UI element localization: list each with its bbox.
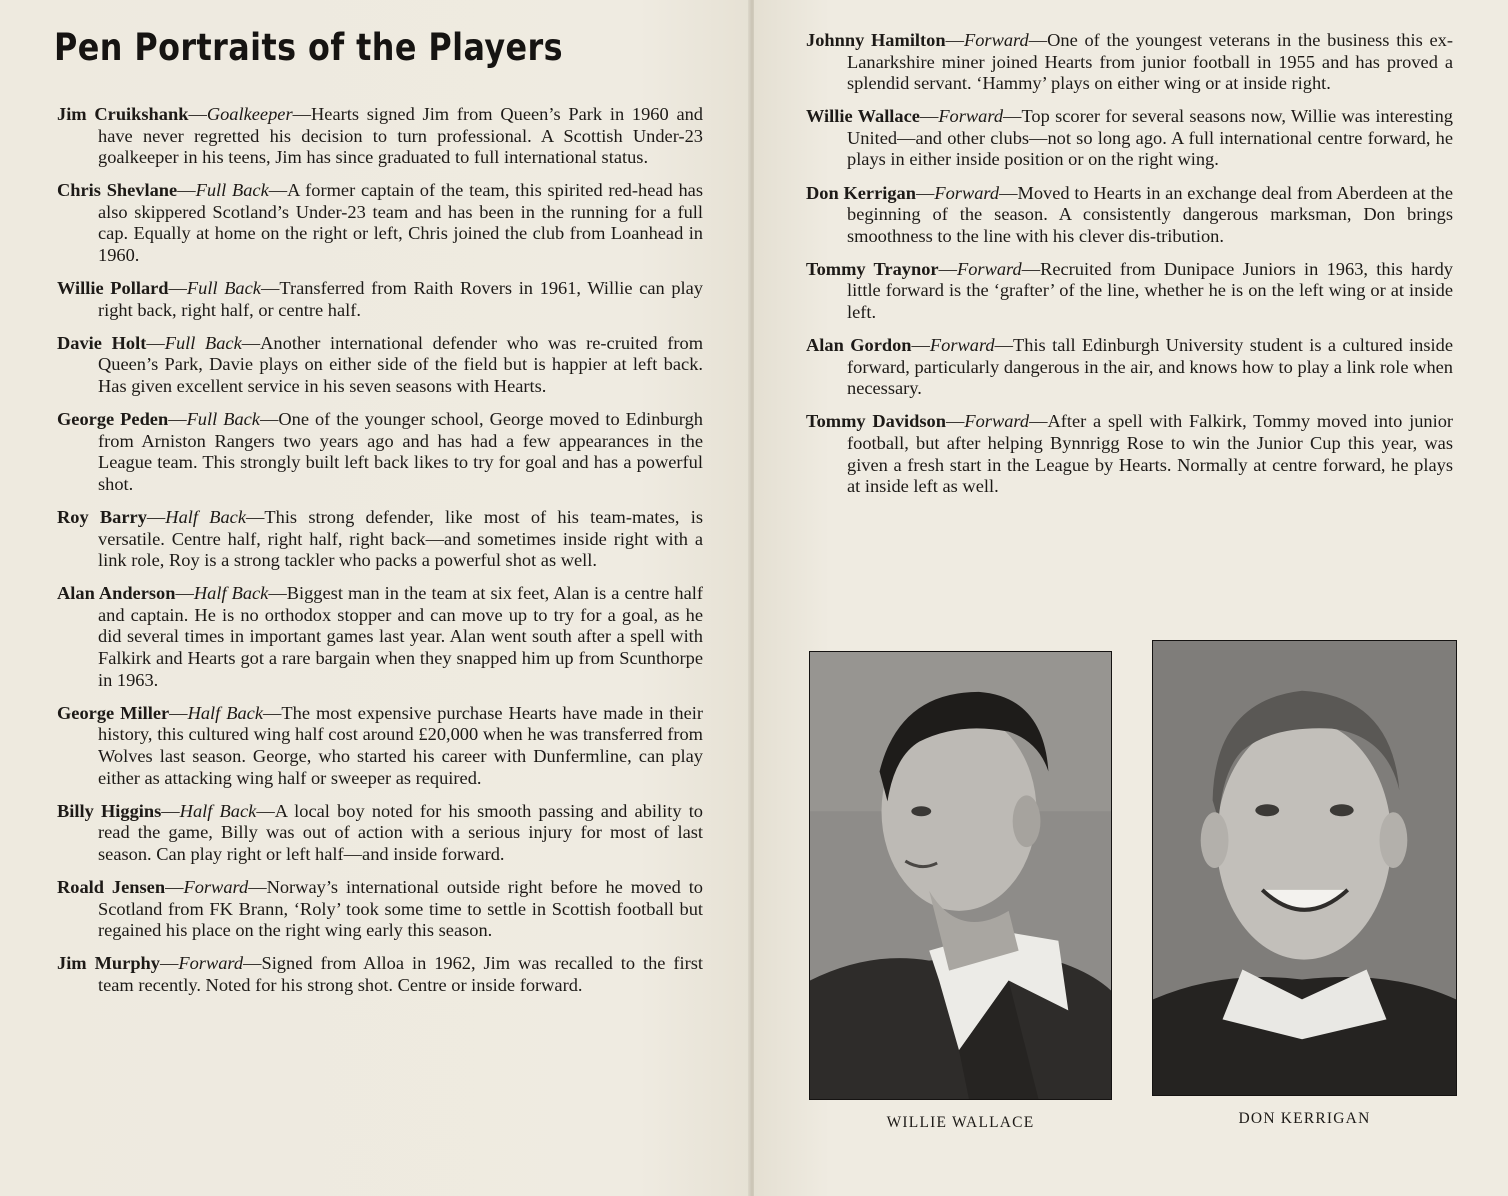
player-position: Forward xyxy=(964,411,1030,432)
player-position: Half Back xyxy=(179,800,257,821)
player-entry: George Peden—Full Back—One of the younger school, George moved to Edinburgh from Arniston Rangers two years ago and has had a few appearances in the League team. This strongly built left back likes to try for goal and has a powerful shot. xyxy=(57,409,703,494)
player-name: George Miller xyxy=(57,702,170,723)
player-description: After a spell with Falkirk, Tommy moved into junior football, but after helping Bynnrigg Rose to win the Junior Cup this year, was given a fresh start in the League by Hearts. Normally at centre forward, he plays at inside left as well. xyxy=(847,411,1454,497)
player-description: A local boy noted for his smooth passing and ability to read the game, Billy was out of action with a serious injury for most of last season. Can play right or left half—and inside forward. xyxy=(98,800,704,864)
player-description: Moved to Hearts in an exchange deal from Aberdeen at the beginning of the season. A consistently dangerous marksman, Don brings smoothness to the line with his clever dis-tribution. xyxy=(847,182,1454,246)
photo-caption: DON KERRIGAN xyxy=(1238,1110,1371,1127)
player-photo-image xyxy=(1153,641,1456,1095)
player-entry: Chris Shevlane—Full Back—A former captain of the team, this spirited red-head has also skippered Scotland’s Under-23 team and has been in the running for a full cap. Equally at home on the right or left, Chris joined the club from Loanhead in 1960. xyxy=(57,180,703,266)
player-description: This tall Edinburgh University student is a cultured inside forward, particularly dangerous in the air, and knows how to play a link role when necessary. xyxy=(847,335,1453,399)
player-description: A former captain of the team, this spirited red-head has also skippered Scotland’s Under-23 team and has been in the running for a full cap. Equally at home on the right or left, Chris joined the club from Loanhead in 1960. xyxy=(98,180,703,266)
left-column xyxy=(57,104,703,1008)
player-entry: Alan Anderson—Half Back—Biggest man in the team at six feet, Alan is a centre half and captain. He is no orthodox stopper and can move up to try for a goal, as he did several times in important games last year. Alan went south after a spell with Falkirk and Hearts got a rare bargain when they snapped him up from Scunthorpe in 1963. xyxy=(57,583,703,690)
player-description: Recruited from Dunipace Juniors in 1963, this hardy little forward is the ‘grafter’ of the line, whether he is on the left wing or at inside left. xyxy=(847,258,1453,323)
player-photo-don-kerrigan xyxy=(1152,640,1457,1096)
player-name: Johnny Hamilton xyxy=(806,30,946,50)
player-entry: Willie Wallace—Forward—Top scorer for several seasons now, Willie was interesting United—and other clubs—not so long ago. A full international centre forward, he plays in either inside position or on the right wing. xyxy=(806,106,1453,170)
player-name: George Peden xyxy=(57,409,169,430)
player-entry: Roy Barry—Half Back—This strong defender, like most of his team-mates, is versatile. Centre half, right half, right back—and sometimes inside right with a link role, Roy is a strong tackler who packs a powerful shot as well. xyxy=(57,507,703,571)
player-entry: Tommy Davidson—Forward—After a spell with Falkirk, Tommy moved into junior football, but after helping Bynnrigg Rose to win the Junior Cup this year, was given a fresh start in the League by Hearts. Normally at centre forward, he plays at inside left as well. xyxy=(806,411,1454,497)
player-description: Hearts signed Jim from Queen’s Park in 1960 and have never regretted his decision to turn professional. A Scottish Under-23 goalkeeper in his teens, Jim has since graduated to full international status. xyxy=(98,104,703,168)
player-position: Forward xyxy=(956,258,1022,279)
player-description: The most expensive purchase Hearts have made in their history, this cultured wing half cost around £20,000 when he was transferred from Wolves last season. George, who started his career with Dunfermline, can play either as attacking wing half or sweeper as required. xyxy=(98,702,703,788)
player-photo-image xyxy=(810,652,1111,1099)
player-name: Billy Higgins xyxy=(57,800,162,821)
player-entry: Johnny Hamilton—Forward—One of the youngest veterans in the business this ex-Lanarkshire miner joined Hearts from junior football in 1955 and has proved a splendid servant. ‘Hammy’ plays on either wing or at inside right. xyxy=(806,30,1453,94)
player-entry: Davie Holt—Full Back—Another international defender who was re-cruited from Queen’s Park, Davie plays on either side of the field but is happier at left back. Has given excellent service in his seven seasons with Hearts. xyxy=(57,332,703,397)
player-name: Jim Cruikshank xyxy=(57,104,189,124)
player-description: Biggest man in the team at six feet, Alan is a centre half and captain. He is no orthodox stopper and can move up to try for a goal, as he did several times in important games last year. Alan went south after a spell with Falkirk and Hearts got a rare bargain when they snapped him up from Scunthorpe in 1963. xyxy=(98,583,703,690)
page-title: Pen Portraits of the Players xyxy=(54,26,564,69)
player-name: Alan Anderson xyxy=(57,583,176,604)
player-position: Full Back xyxy=(195,180,269,201)
player-name: Roy Barry xyxy=(57,507,147,527)
player-description: Signed from Alloa in 1962, Jim was recalled to the first team recently. Noted for his strong shot. Centre or inside forward. xyxy=(98,953,703,995)
player-photo-willie-wallace xyxy=(809,651,1112,1100)
player-position: Forward xyxy=(963,30,1029,50)
left-page xyxy=(0,0,752,1196)
player-name: Willie Pollard xyxy=(57,278,169,299)
player-description: One of the younger school, George moved to Edinburgh from Arniston Rangers two years ago and has had a few appearances in the League team. This strongly built left back likes to try for goal and has a powerful shot. xyxy=(98,409,703,494)
player-name: Jim Murphy xyxy=(57,953,160,974)
player-name: Alan Gordon xyxy=(806,335,912,356)
player-position: Full Back xyxy=(186,409,260,430)
player-position: Half Back xyxy=(165,507,246,527)
player-description: Transferred from Raith Rovers in 1961, Willie can play right back, right half, or centre half. xyxy=(98,278,703,320)
player-position: Half Back xyxy=(187,702,263,723)
player-entry: Don Kerrigan—Forward—Moved to Hearts in an exchange deal from Aberdeen at the beginning of the season. A consistently dangerous marksman, Don brings smoothness to the line with his clever dis-tribution. xyxy=(806,182,1454,246)
player-position: Forward xyxy=(934,182,1000,203)
player-name: Davie Holt xyxy=(57,332,147,353)
player-entry: Willie Pollard—Full Back—Transferred from Raith Rovers in 1961, Willie can play right back, right half, or centre half. xyxy=(57,278,703,320)
player-name: Roald Jensen xyxy=(57,876,166,897)
player-name: Tommy Davidson xyxy=(806,411,946,432)
player-entry: Jim Murphy—Forward—Signed from Alloa in 1962, Jim was recalled to the first team recently. Noted for his strong shot. Centre or inside forward. xyxy=(57,953,703,995)
player-position: Goalkeeper xyxy=(206,104,293,124)
player-position: Half Back xyxy=(193,583,269,604)
player-entry: Tommy Traynor—Forward—Recruited from Dunipace Juniors in 1963, this hardy little forward is the ‘grafter’ of the line, whether he is on the left wing or at inside left. xyxy=(806,258,1453,323)
right-column xyxy=(806,30,1453,509)
player-name: Willie Wallace xyxy=(806,106,920,127)
player-entry: Billy Higgins—Half Back—A local boy noted for his smooth passing and ability to read the game, Billy was out of action with a serious injury for most of last season. Can play right or left half—and inside forward. xyxy=(57,800,704,864)
player-position: Forward xyxy=(938,106,1004,127)
player-entry: Alan Gordon—Forward—This tall Edinburgh University student is a cultured inside forward, particularly dangerous in the air, and knows how to play a link role when necessary. xyxy=(806,335,1453,399)
player-position: Full Back xyxy=(164,332,242,353)
player-description: This strong defender, like most of his team-mates, is versatile. Centre half, right half, right back—and sometimes inside right with a link role, Roy is a strong tackler who packs a powerful shot as well. xyxy=(98,507,703,571)
player-position: Forward xyxy=(178,953,244,974)
player-name: Chris Shevlane xyxy=(57,180,178,201)
player-description: Top scorer for several seasons now, Willie was interesting United—and other clubs—not so long ago. A full international centre forward, he plays in either inside position or on the right wing. xyxy=(847,106,1453,170)
player-description: Another international defender who was re-cruited from Queen’s Park, Davie plays on either side of the field but is happier at left back. Has given excellent service in his seven seasons with Hearts. xyxy=(98,332,703,397)
player-description: One of the youngest veterans in the business this ex-Lanarkshire miner joined Hearts from junior football in 1955 and has proved a splendid servant. ‘Hammy’ plays on either wing or at inside right. xyxy=(847,30,1453,94)
player-name: Tommy Traynor xyxy=(806,258,939,279)
player-entry: Jim Cruikshank—Goalkeeper—Hearts signed Jim from Queen’s Park in 1960 and have never regretted his decision to turn professional. A Scottish Under-23 goalkeeper in his teens, Jim has since graduated to full international status. xyxy=(57,104,703,168)
right-page xyxy=(754,0,1508,1196)
photo-caption: WILLIE WALLACE xyxy=(886,1114,1035,1131)
player-name: Don Kerrigan xyxy=(806,182,916,203)
player-position: Forward xyxy=(183,876,249,897)
player-position: Forward xyxy=(929,335,995,356)
player-entry: George Miller—Half Back—The most expensive purchase Hearts have made in their history, this cultured wing half cost around £20,000 when he was transferred from Wolves last season. George, who started his career with Dunfermline, can play either as attacking wing half or sweeper as required. xyxy=(57,702,703,788)
player-description: Norway’s international outside right before he moved to Scotland from FK Brann, ‘Roly’ took some time to settle in Scottish football but regained his place on the right wing early this season. xyxy=(98,876,704,941)
player-position: Full Back xyxy=(186,278,261,299)
player-entry: Roald Jensen—Forward—Norway’s international outside right before he moved to Scotland from FK Brann, ‘Roly’ took some time to settle in Scottish football but regained his place on the right wing early this season. xyxy=(57,876,704,941)
